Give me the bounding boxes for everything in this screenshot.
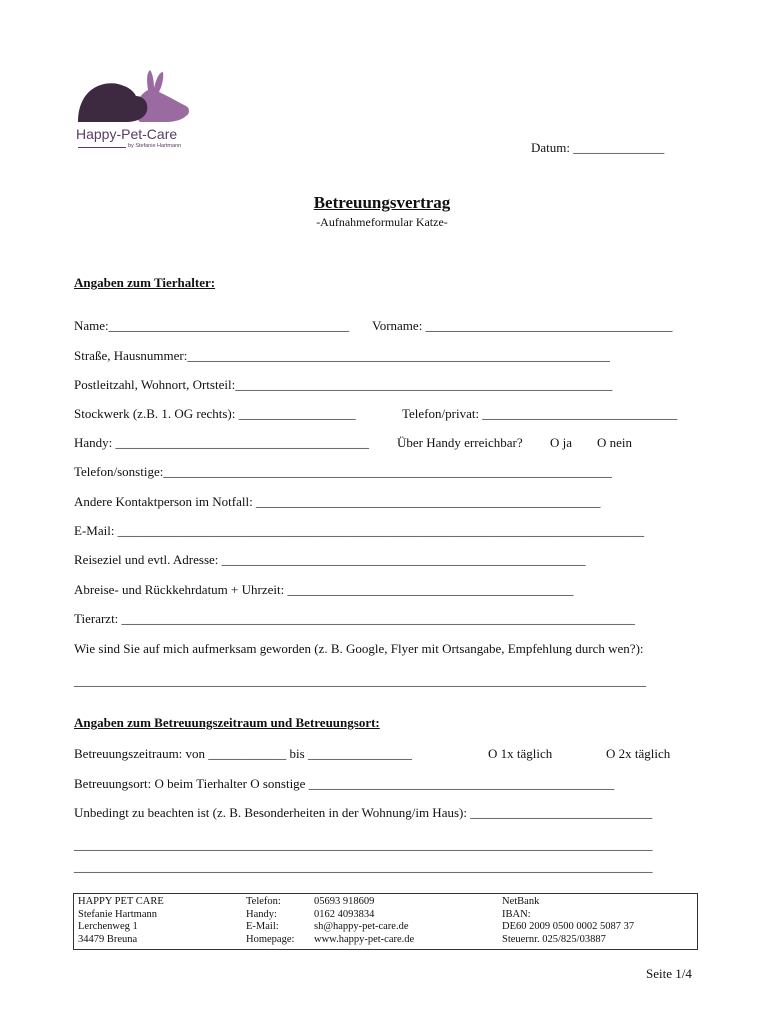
section-heading-betreuung: Angaben zum Betreuungszeitraum und Betreuungsort: [74,715,380,730]
aufmerksam-question: Wie sind Sie auf mich aufmerksam geworden (z. B. Google, Flyer mit Ortsangabe, Empfehlung durch wen?): [74,641,644,656]
footer-info-box [73,893,698,950]
tierarzt-field[interactable]: Tierarzt: _______________________________________________________________________________ [74,611,636,626]
option-2x-taeglich[interactable]: O 2x täglich [606,746,671,761]
option-1x-taeglich[interactable]: O 1x täglich [488,746,553,761]
datum-field[interactable]: Datum: ______________ [531,140,665,155]
dog-silhouette-icon [78,83,147,122]
betreuungsort-field[interactable]: Betreuungsort: O beim Tierhalter O sonstige _______________________________________________ [74,776,615,791]
footer-company-line: 34479 Breuna [78,933,138,945]
footer-company-line: HAPPY PET CARE [78,896,164,907]
footer-homepage-link[interactable]: www.happy-pet-care.de [314,933,415,945]
page-subtitle: -Aufnahmeformular Katze- [316,215,448,229]
section-heading-tierhalter: Angaben zum Tierhalter: [74,275,216,290]
option-nein[interactable]: O nein [597,435,633,450]
footer-bank [502,896,634,946]
footer-company-line: Stefanie Hartmann [78,908,158,920]
handy-field[interactable]: Handy: _______________________________________ [74,435,370,450]
strasse-field[interactable]: Straße, Hausnummer:_________________________________________________________________ [74,348,610,363]
footer-label: E-Mail: [246,921,279,932]
beachten-field[interactable]: Unbedingt zu beachten ist (z. B. Besonderheiten in der Wohnung/im Haus): ____________________________ [74,805,653,820]
logo-wordmark: Happy-Pet-Care [76,126,178,142]
footer-bank-line: IBAN: [502,908,531,920]
stockwerk-field[interactable]: Stockwerk (z.B. 1. OG rechts): __________________ [74,406,356,421]
footer-bank-line: NetBank [502,896,540,907]
aufmerksam-answer-line[interactable]: ________________________________________________________________________________________ [74,673,646,688]
option-ja[interactable]: O ja [550,435,573,450]
kontaktperson-field[interactable]: Andere Kontaktperson im Notfall: _____________________________________________________ [74,494,601,509]
footer-mobile: 0162 4093834 [314,908,375,920]
footer-contact-labels [246,896,294,946]
beachten-line-1[interactable]: _________________________________________________________________________________________ [74,837,653,852]
beachten-line-2[interactable]: _________________________________________________________________________________________ [74,859,653,874]
footer-bank-line: Steuernr. 025/825/03887 [502,933,606,945]
logo-byline: by Stefanie Hartmann [128,143,182,149]
footer-contact-values [314,896,414,946]
postleitzahl-field[interactable]: Postleitzahl, Wohnort, Ortsteil:__________________________________________________________ [74,377,613,392]
footer-email-link[interactable]: sh@happy-pet-care.de [314,921,409,932]
footer-label: Telefon: [246,896,281,907]
footer-label: Handy: [246,908,277,920]
betreuungszeitraum-field[interactable]: Betreuungszeitraum: von ____________ bis ________________ [74,746,412,761]
footer-bank-line: DE60 2009 0500 0002 5087 37 [502,921,635,932]
abreise-field[interactable]: Abreise- und Rückkehrdatum + Uhrzeit: ____________________________________________ [74,582,574,597]
logo-divider [78,147,126,148]
handy-erreichbar-label: Über Handy erreichbar? [397,435,523,450]
telefon-privat-field[interactable]: Telefon/privat: ______________________________ [402,406,678,421]
footer-label: Homepage: [246,933,295,945]
name-field[interactable]: Name:_____________________________________ [74,318,350,333]
page-number: Seite 1/4 [646,966,692,981]
telefon-sonstige-field[interactable]: Telefon/sonstige:_____________________________________________________________________ [74,464,612,479]
vorname-field[interactable]: Vorname: ______________________________________ [372,318,673,333]
footer-company-line: Lerchenweg 1 [78,921,138,932]
email-field[interactable]: E-Mail: _________________________________________________________________________________ [74,523,645,538]
footer-company [78,896,164,946]
footer-phone: 05693 918609 [314,896,375,907]
page-title: Betreuungsvertrag [313,193,451,212]
reiseziel-field[interactable]: Reiseziel und evtl. Adresse: ________________________________________________________ [74,552,586,567]
